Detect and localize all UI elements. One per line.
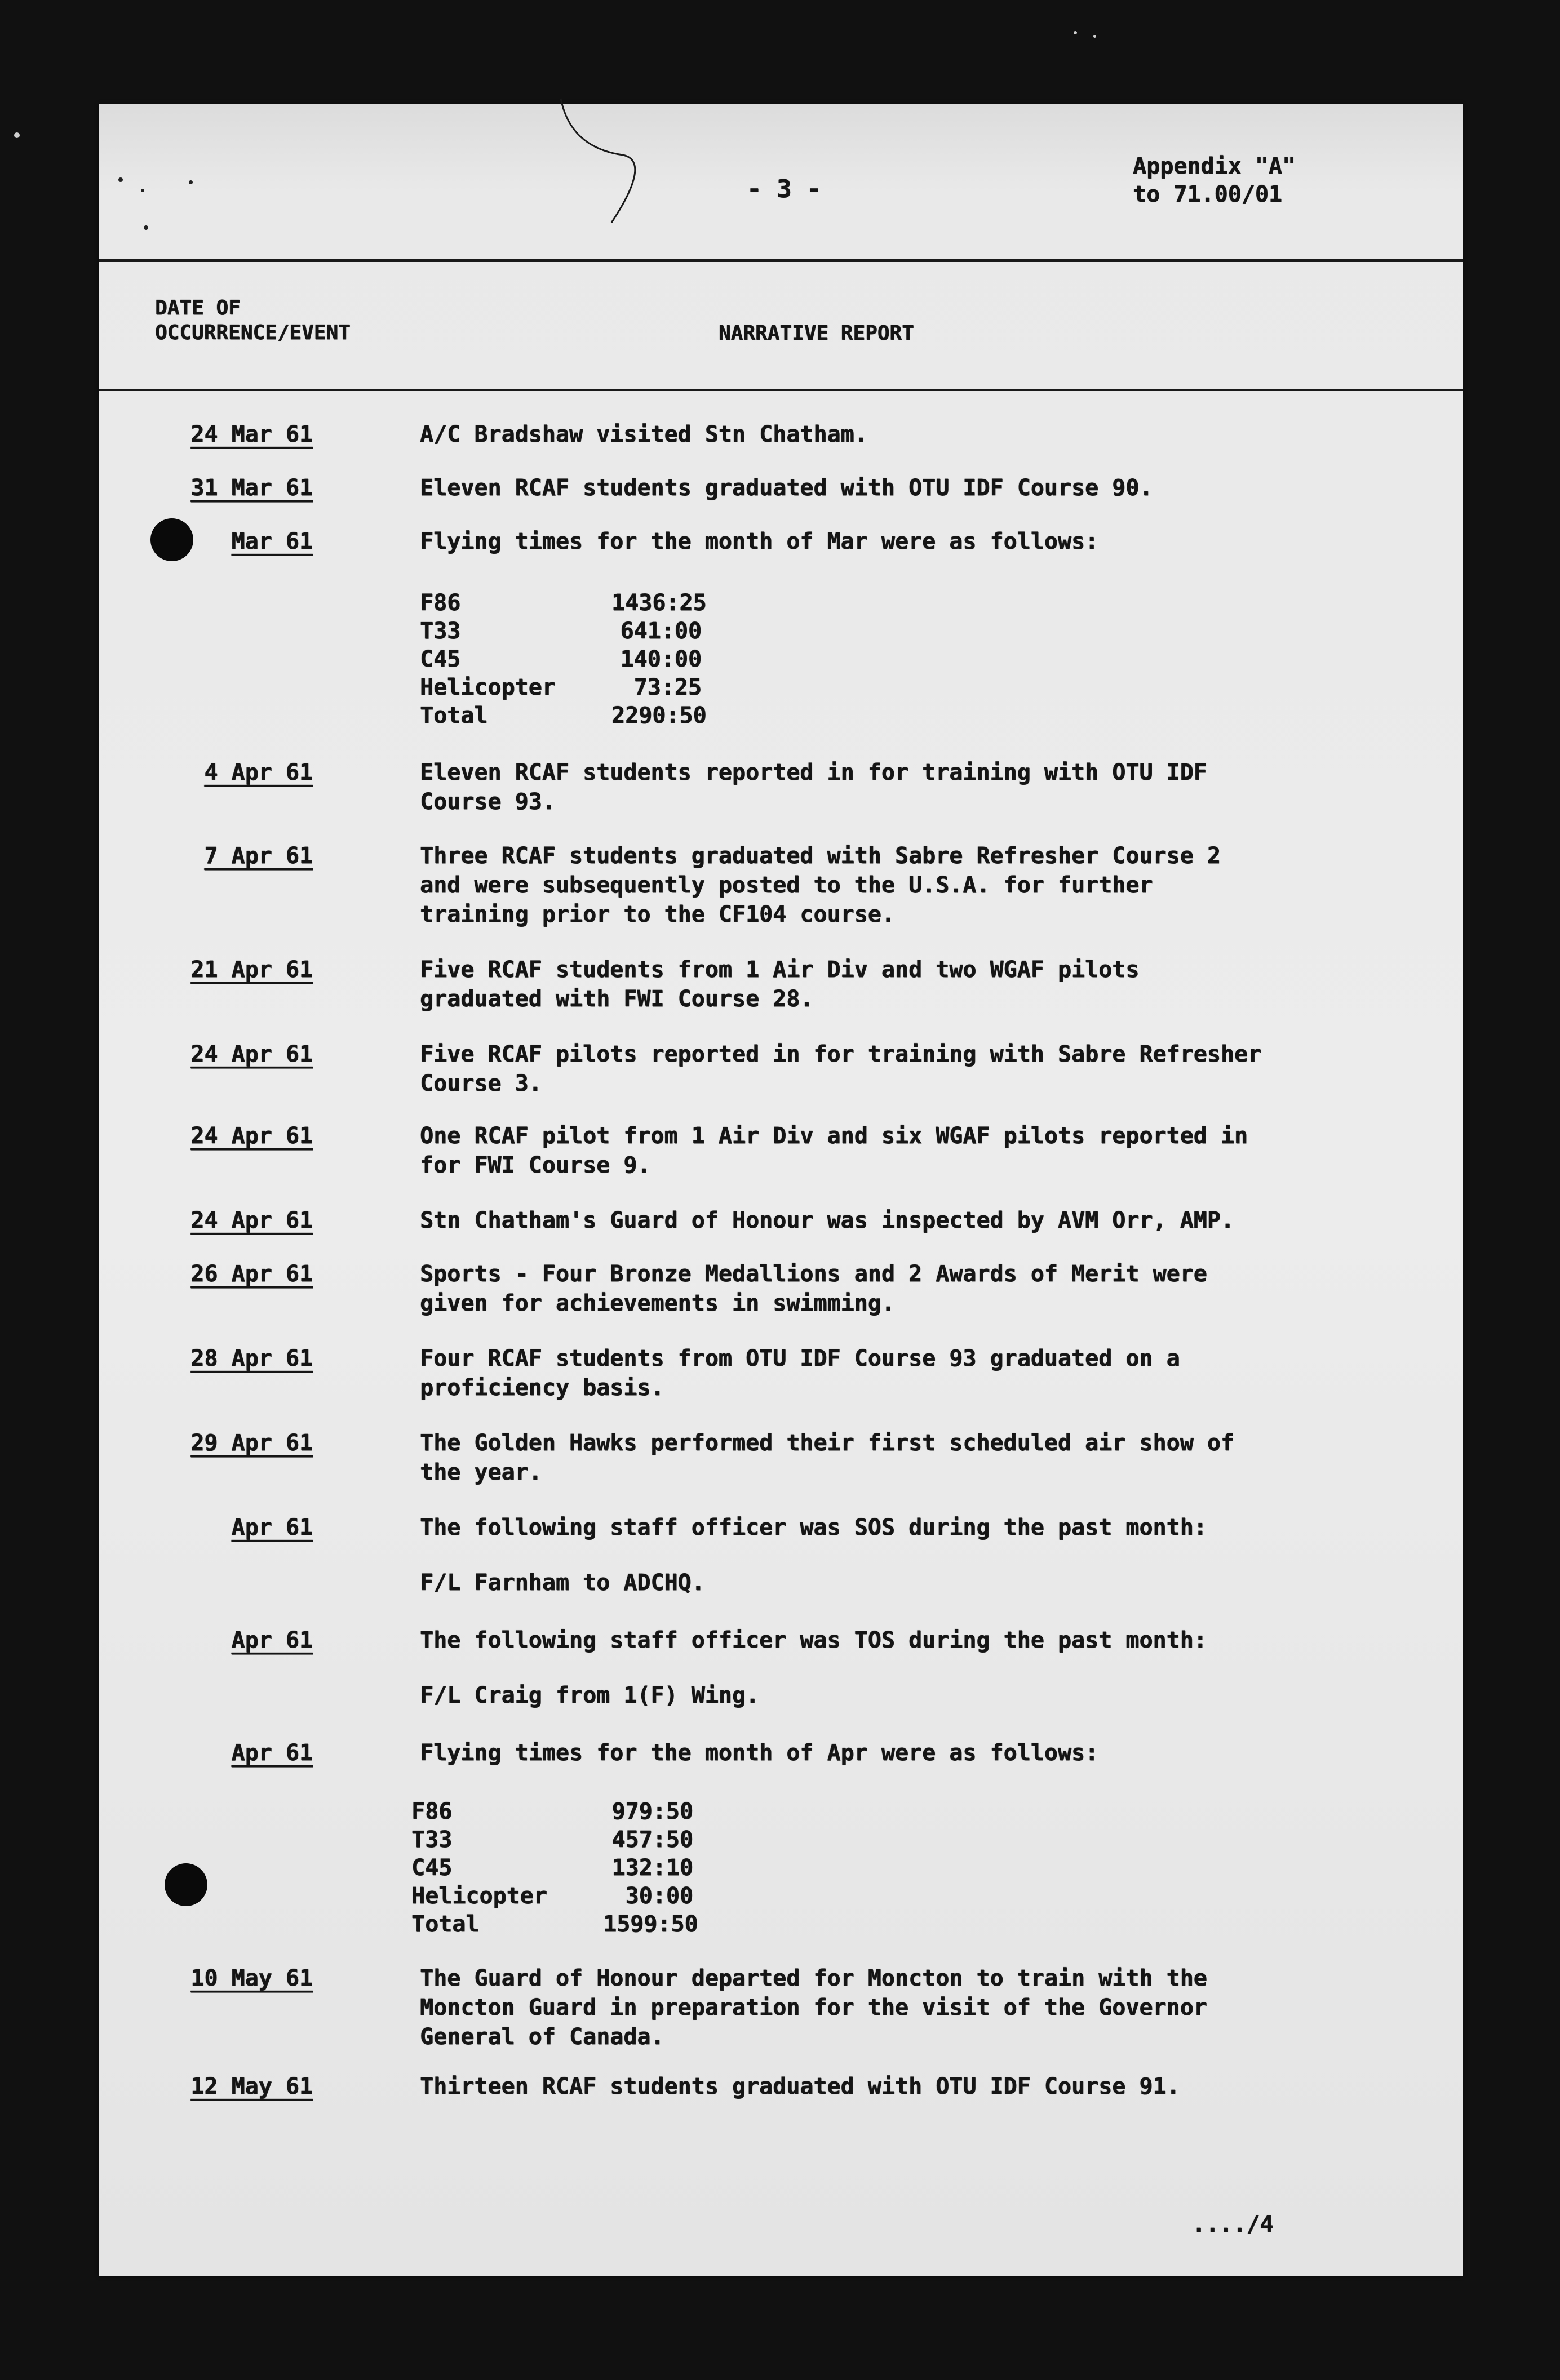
entry-date: Apr 61 [231,1627,313,1653]
aircraft-type: Total [420,703,488,729]
entry-text: Sports - Four Bronze Medallions and 2 Awards of Merit were given for achievements in swimming. [420,1261,1207,1316]
entry-date: Mar 61 [231,529,313,554]
film-speck [14,132,20,138]
flying-time: 1436:25 [611,590,707,616]
continuation-reference: ..../4 [1192,2212,1274,2237]
date-header-line-2: OCCURRENCE/EVENT [155,321,351,344]
entry-text: Five RCAF pilots reported in for training with Sabre Refresher Course 3. [420,1041,1262,1096]
entry-text: The Guard of Honour departed for Moncton to train with the Moncton Guard in preparation for the visit of the Governor General of Canada. [420,1965,1207,2050]
entry-text: Flying times for the month of Mar were as follows: [420,529,1099,554]
entry-date: 24 Apr 61 [190,1123,313,1149]
flying-time: 457:50 [611,1827,693,1853]
flying-time: 1599:50 [603,1911,698,1937]
aircraft-type: F86 [411,1799,453,1824]
ink-speck [189,180,193,184]
entry-text: The following staff officer was SOS during the past month: [420,1515,1207,1540]
aircraft-type: T33 [411,1827,453,1853]
entry-text: Three RCAF students graduated with Sabre Refresher Course 2 and were subsequently posted to the U.S.A. for further training prior to the CF104 course. [420,843,1221,927]
entry-text: The Golden Hawks performed their first scheduled air show of the year. [420,1430,1234,1485]
film-speck [1074,31,1077,34]
entry-date: 10 May 61 [190,1965,313,1991]
sos-detail: F/L Farnham to ADCHQ. [420,1570,705,1596]
entry-text: One RCAF pilot from 1 Air Div and six WGAF pilots reported in for FWI Course 9. [420,1123,1248,1178]
entry-text: Stn Chatham's Guard of Honour was inspected by AVM Orr, AMP. [420,1207,1234,1233]
entry-date: 24 Mar 61 [190,421,313,447]
appendix-line-2: to 71.00/01 [1133,181,1282,207]
flying-time: 641:00 [620,618,702,644]
flying-time: 140:00 [620,646,702,672]
narrative-column-header: NARRATIVE REPORT [719,322,914,345]
entry-date: Apr 61 [231,1515,313,1540]
punch-hole [165,1863,207,1906]
flying-time: 132:10 [611,1855,693,1881]
flying-times-table-mar [420,589,758,735]
pen-scratch-mark [549,93,662,239]
entry-text: Five RCAF students from 1 Air Div and two WGAF pilots graduated with FWI Course 28. [420,957,1140,1012]
appendix-reference [1133,152,1296,208]
entry-text: Eleven RCAF students reported in for training with OTU IDF Course 93. [420,760,1207,815]
tos-detail: F/L Craig from 1(F) Wing. [420,1682,760,1708]
film-speck [1093,35,1096,38]
document-page [99,104,1462,2276]
entry-date: 28 Apr 61 [190,1346,313,1371]
entry-text: A/C Bradshaw visited Stn Chatham. [420,421,868,447]
date-header-line-1: DATE OF [155,296,241,319]
ink-speck [141,189,144,192]
entry-date: Apr 61 [231,1740,313,1766]
entry-text: Flying times for the month of Apr were as follows: [420,1740,1099,1766]
entry-text: Eleven RCAF students graduated with OTU IDF Course 90. [420,475,1153,501]
appendix-line-1: Appendix "A" [1133,153,1296,179]
entry-date: 24 Apr 61 [190,1207,313,1233]
flying-times-table-apr [411,1797,750,1944]
ink-speck [144,225,148,230]
punch-hole [150,518,193,561]
flying-time: 73:25 [633,674,702,700]
entry-date: 26 Apr 61 [190,1261,313,1287]
entry-date: 7 Apr 61 [204,843,313,869]
entry-date: 29 Apr 61 [190,1430,313,1456]
entry-date: 31 Mar 61 [190,475,313,501]
entry-date: 4 Apr 61 [204,760,313,785]
date-column-header [155,296,351,345]
page-number: - 3 - [747,175,822,203]
entry-text: The following staff officer was TOS during the past month: [420,1627,1207,1653]
aircraft-type: C45 [420,646,461,672]
aircraft-type: T33 [420,618,461,644]
aircraft-type: Helicopter [411,1883,547,1909]
aircraft-type: C45 [411,1855,453,1881]
ink-speck [118,177,123,182]
aircraft-type: F86 [420,590,461,616]
flying-time: 2290:50 [611,703,707,729]
entry-date: 12 May 61 [190,2073,313,2099]
entry-date: 24 Apr 61 [190,1041,313,1067]
aircraft-type: Helicopter [420,674,556,700]
entry-date: 21 Apr 61 [190,957,313,983]
header-rule-bottom [99,389,1462,391]
flying-time: 979:50 [611,1799,693,1824]
flying-time: 30:00 [625,1883,693,1909]
entry-text: Thirteen RCAF students graduated with OTU IDF Course 91. [420,2073,1180,2099]
entry-text: Four RCAF students from OTU IDF Course 93 graduated on a proficiency basis. [420,1346,1180,1401]
header-rule-top [99,259,1462,262]
aircraft-type: Total [411,1911,480,1937]
